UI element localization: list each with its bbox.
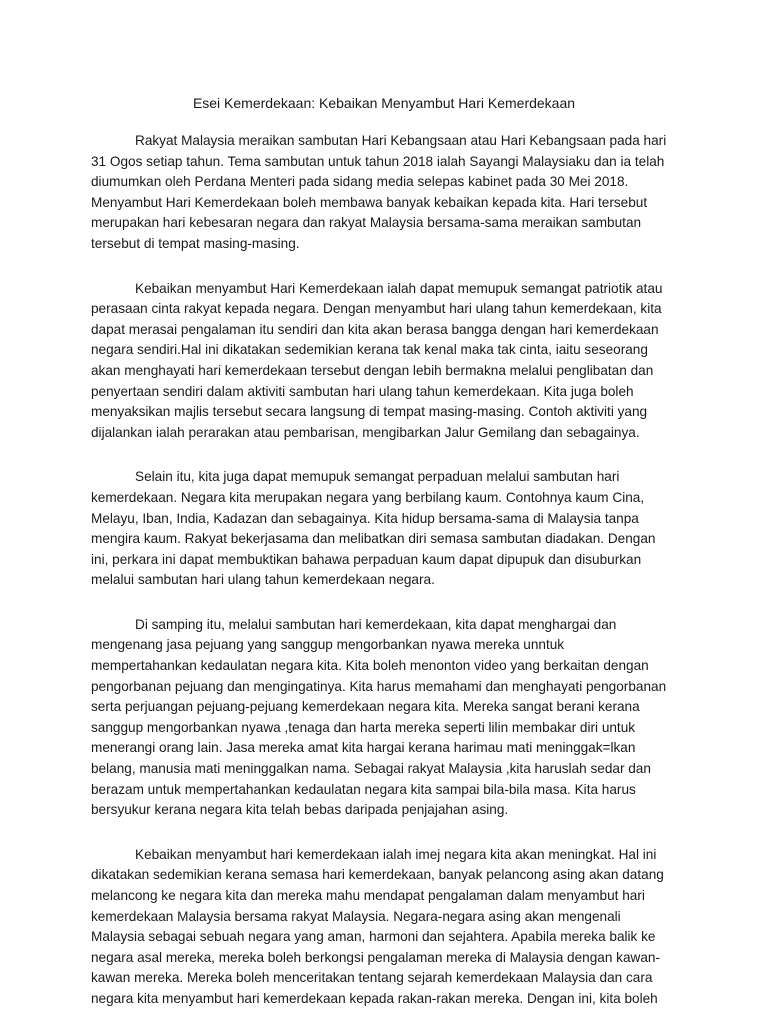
text-line: Melayu, Iban, India, Kadazan dan sebagainya. Kita hidup bersama-sama di Malaysia tanpa (91, 510, 639, 526)
text-line: melancong ke negara kita dan mereka mahu mendapat pengalaman dalam menyambut hari (91, 888, 645, 903)
text-line: Menyambut Hari Kemerdekaan boleh membawa banyak kebaikan kepada kita. Hari tersebut (91, 194, 648, 210)
document-body (91, 131, 677, 1034)
text-line: sanggup mengorbankan nyawa ,tenaga dan harta mereka seperti lilin membakar diri untuk (91, 719, 636, 735)
text-line: belang, manusia mati meninggalkan nama. Sebagai rakyat Malaysia ,kita haruslah sedar dan (91, 761, 651, 777)
text-line: penyertaan sendiri dalam aktiviti sambutan hari ulang tahun kemerdekaan. Kita juga boleh (91, 383, 634, 399)
paragraph (91, 615, 677, 821)
text-line: mempertahankan kedaulatan negara kita. Kita boleh menonton video yang berkaitan dengan (91, 658, 649, 674)
paragraph (91, 845, 677, 1010)
text-line: Kebaikan menyambut hari kemerdekaan ialah imej negara kita akan meningkat. Hal ini (135, 846, 657, 862)
paragraph (91, 131, 677, 255)
document-title: Esei Kemerdekaan: Kebaikan Menyambut Hari Kemerdekaan (192, 95, 576, 111)
text-line: akan menghayati hari kemerdekaan tersebut dengan lebih bermakna melalui penglibatan dan (91, 362, 654, 378)
text-line: melalui sambutan hari ulang tahun kemerdekaan negara. (91, 572, 435, 588)
text-line: negara sendiri.Hal ini dikatakan sedemikian kerana tak kenal maka tak cinta, iaitu seseorang (91, 342, 648, 358)
text-line: ini, perkara ini dapat membuktikan bahawa perpaduan kaum dapat dipupuk dan disuburkan (91, 551, 642, 567)
text-line: bersyukur kerana negara kita telah bebas daripada penjajahan asing. (91, 802, 509, 818)
text-line: Kebaikan menyambut Hari Kemerdekaan ialah dapat memupuk semangat patriotik atau (135, 280, 663, 296)
text-line: dikatakan sedemikian kerana semasa hari kemerdekaan, banyak pelancong asing akan datang (91, 867, 664, 883)
text-line: merupakan hari kebesaran negara dan rakyat Malaysia bersama-sama meraikan sambutan (91, 215, 642, 231)
text-line: mengira kaum. Rakyat bekerjasama dan melibatkan diri semasa sambutan diadakan. Dengan (91, 531, 656, 547)
text-line: kemerdekaan Malaysia bersama rakyat Malaysia. Negara-negara asing akan mengenali (91, 908, 621, 924)
text-line: kawan mereka. Mereka boleh menceritakan tentang sejarah kemerdekaan Malaysia dan cara (91, 970, 653, 986)
text-line: Di samping itu, melalui sambutan hari kemerdekaan, kita dapat menghargai dan (135, 616, 617, 632)
text-line: mengenang jasa pejuang yang sanggup mengorbankan nyawa mereka unntuk (91, 637, 565, 653)
text-line: pengorbanan pejuang dan mengingatinya. Kita harus memahami dan menghayati pengorbanan (91, 678, 667, 694)
text-line: diumumkan oleh Perdana Menteri pada sidang media selepas kabinet pada 30 Mei 2018. (91, 174, 629, 190)
text-line: negara asal mereka, mereka boleh berkongsi pengalaman mereka di Malaysia dengan kawan- (91, 949, 660, 965)
paragraph (91, 279, 677, 444)
text-line: tersebut di tempat masing-masing. (91, 235, 300, 251)
text-line: dapat merasai pengalaman itu sendiri dan kita akan berasa bangga dengan hari kemerdekaan (91, 321, 659, 337)
text-line: Malaysia sebagai sebuah negara yang aman, harmoni dan sejahtera. Apabila mereka balik ke (91, 929, 656, 945)
paragraph (91, 467, 677, 591)
text-line: menyaksikan majlis tersebut secara langsung di tempat masing-masing. Contoh aktiviti yang (91, 404, 648, 420)
text-line: kemerdekaan. Negara kita merupakan negara yang berbilang kaum. Contohnya kaum Cina, (91, 489, 645, 505)
text-line: berazam untuk mempertahankan kedaulatan negara kita sampai bila-bila masa. Kita harus (91, 781, 636, 797)
text-line: Selain itu, kita juga dapat memupuk semangat perpaduan melalui sambutan hari (135, 469, 620, 485)
text-line: serta perjuangan pejuang-pejuang kemerdekaan negara kita. Mereka sangat berani kerana (91, 699, 640, 715)
text-line: Rakyat Malaysia meraikan sambutan Hari Kebangsaan atau Hari Kebangsaan pada hari (135, 133, 667, 148)
text-line: negara kita menyambut hari kemerdekaan kepada rakan-rakan mereka. Dengan ini, kita boleh (91, 990, 658, 1006)
text-line: perasaan cinta rakyat kepada negara. Dengan menyambut hari ulang tahun kemerdekaan, kita (91, 301, 662, 317)
text-line: menerangi orang lain. Jasa mereka amat kita hargai kerana harimau mati meninggak=lkan (91, 740, 636, 756)
text-line: 31 Ogos setiap tahun. Tema sambutan untuk tahun 2018 ialah Sayangi Malaysiaku dan ia telah (91, 153, 665, 169)
text-line: dijalankan ialah perarakan atau pembarisan, mengibarkan Jalur Gemilang dan sebagainya. (91, 424, 640, 440)
